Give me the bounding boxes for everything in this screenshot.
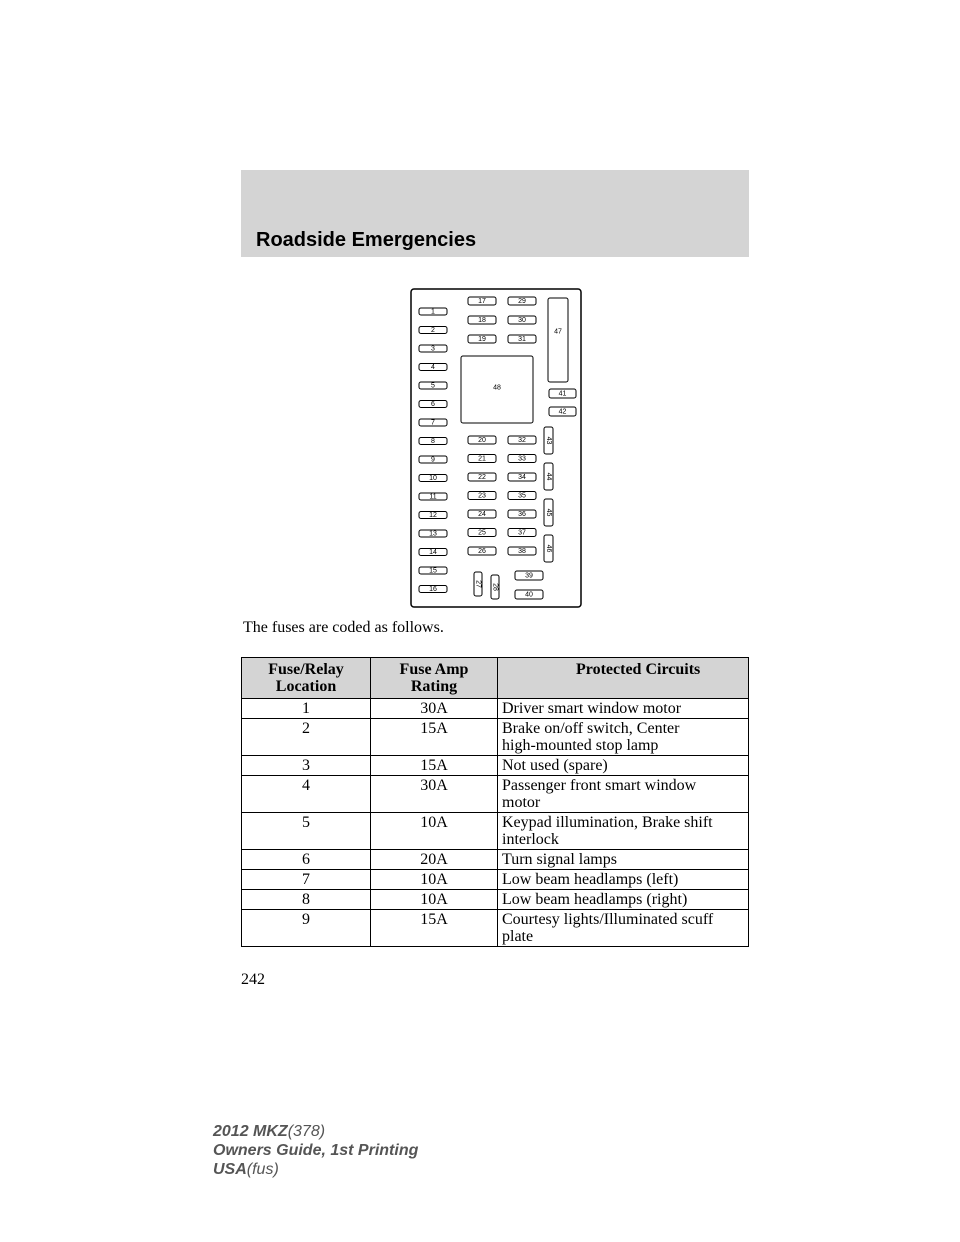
fuse-24-label: 24 <box>478 511 486 518</box>
fuse-43-label: 43 <box>545 436 552 445</box>
intro-text: The fuses are coded as follows. <box>243 619 444 636</box>
footer-model: 2012 MKZ <box>213 1123 288 1140</box>
cell-circuit <box>498 870 749 890</box>
cell-amp: 10A <box>371 813 498 850</box>
fuse-29-label: 29 <box>518 298 526 305</box>
cell-circuit-line1: Low beam headlamps (right) <box>502 891 688 908</box>
fuse-37-label: 37 <box>518 529 526 537</box>
footer-guide-line <box>213 1141 418 1160</box>
fuse-33-label: 33 <box>518 455 526 463</box>
cell-circuit <box>498 890 749 910</box>
cell-circuit-line2: plate <box>502 928 534 945</box>
footer <box>213 1122 418 1179</box>
cell-circuit <box>498 699 749 719</box>
fuse-27-label: 27 <box>474 580 482 588</box>
footer-region-line <box>213 1160 418 1179</box>
footer-model-code: (378) <box>287 1123 326 1140</box>
cell-circuit <box>498 813 749 850</box>
cell-circuit <box>498 910 749 947</box>
cell-circuit-line1: Low beam headlamps (left) <box>502 871 679 888</box>
page-number: 242 <box>241 971 265 988</box>
cell-location: 8 <box>242 890 371 910</box>
cell-circuit-line1: Driver smart window motor <box>502 700 682 717</box>
table-row <box>242 719 749 756</box>
fuse-17-label: 17 <box>478 298 486 305</box>
table-row <box>242 699 749 719</box>
fuse-14-label: 14 <box>429 549 437 556</box>
cell-circuit-line1: Turn signal lamps <box>502 851 617 868</box>
fuse-41-label: 41 <box>558 390 567 398</box>
fuse-26-label: 26 <box>478 548 486 555</box>
fuse-13-label: 13 <box>429 530 437 538</box>
table-row <box>242 870 749 890</box>
fuse-25-label: 25 <box>478 529 486 537</box>
cell-circuit-line2: interlock <box>502 831 559 848</box>
fuse-34-label: 34 <box>518 474 526 481</box>
fuse-6-label: 6 <box>431 401 435 408</box>
header-location-line2: Location <box>275 678 337 695</box>
cell-amp: 10A <box>371 890 498 910</box>
fuse-46-label: 46 <box>545 544 552 553</box>
footer-guide: Owners Guide, 1st Printing <box>213 1142 419 1159</box>
cell-location: 3 <box>242 756 371 776</box>
fuse-15-label: 15 <box>429 567 437 575</box>
header-amp-line2: Rating <box>410 678 458 695</box>
fuse-31-label: 31 <box>518 336 526 343</box>
fuse-22-label: 22 <box>478 474 486 481</box>
cell-circuit <box>498 719 749 756</box>
fuse-1-label: 1 <box>431 308 435 316</box>
cell-location: 7 <box>242 870 371 890</box>
cell-amp: 15A <box>371 756 498 776</box>
fuse-39-label: 39 <box>525 572 533 580</box>
cell-location: 5 <box>242 813 371 850</box>
fuse-45-label: 45 <box>545 508 552 517</box>
cell-location: 9 <box>242 910 371 947</box>
fuse-30-label: 30 <box>518 317 526 324</box>
cell-amp: 15A <box>371 719 498 756</box>
relay-48-label: 48 <box>493 384 501 392</box>
fuse-21-label: 21 <box>478 455 486 463</box>
fuse-38-label: 38 <box>518 548 526 555</box>
footer-region-code: (fus) <box>246 1161 279 1178</box>
fuse-36-label: 36 <box>518 511 526 518</box>
header-location-line1: Fuse/Relay <box>268 661 344 678</box>
fuse-2-label: 2 <box>431 327 435 334</box>
fuse-5-label: 5 <box>431 382 435 390</box>
cell-location: 4 <box>242 776 371 813</box>
cell-amp: 30A <box>371 699 498 719</box>
table-header-row <box>242 658 749 699</box>
relay-47-box <box>548 298 568 382</box>
table-row <box>242 756 749 776</box>
fuse-10-label: 10 <box>429 475 437 482</box>
cell-amp: 20A <box>371 850 498 870</box>
cell-amp: 15A <box>371 910 498 947</box>
fuse-panel-svg <box>410 288 582 608</box>
relay-47-label: 47 <box>554 328 562 336</box>
fuse-32-label: 32 <box>518 437 526 444</box>
fuse-11-label: 11 <box>429 493 437 501</box>
cell-location: 6 <box>242 850 371 870</box>
fuse-23-label: 23 <box>478 492 486 500</box>
fuse-table <box>241 657 749 947</box>
cell-circuit <box>498 756 749 776</box>
table-row <box>242 776 749 813</box>
fuse-panel-diagram <box>410 288 582 608</box>
cell-circuit <box>498 850 749 870</box>
fuse-20-label: 20 <box>478 437 486 444</box>
header-amp <box>371 658 498 699</box>
footer-model-line <box>213 1122 418 1141</box>
header-circuits: Protected Circuits <box>498 658 749 699</box>
table-row <box>242 890 749 910</box>
fuse-3-label: 3 <box>431 345 435 353</box>
fuse-44-label: 44 <box>545 472 552 481</box>
fuse-16-label: 16 <box>429 586 437 593</box>
cell-circuit <box>498 776 749 813</box>
cell-circuit-line2: high-mounted stop lamp <box>502 737 659 754</box>
fuse-42-label: 42 <box>558 408 567 416</box>
cell-location: 1 <box>242 699 371 719</box>
fuse-table-body <box>242 699 749 947</box>
table-row <box>242 850 749 870</box>
footer-region: USA <box>213 1161 247 1178</box>
fuse-7-label: 7 <box>431 419 435 427</box>
cell-circuit-line1: Passenger front smart window <box>502 777 697 794</box>
fuse-19-label: 19 <box>478 336 486 343</box>
fuse-35-label: 35 <box>518 492 526 500</box>
header-location <box>242 658 371 699</box>
cell-circuit-line1: Courtesy lights/Illuminated scuff <box>502 911 714 928</box>
section-title: Roadside Emergencies <box>256 229 477 251</box>
table-row <box>242 813 749 850</box>
fuse-18-label: 18 <box>478 317 486 324</box>
cell-circuit-line1: Keypad illumination, Brake shift <box>502 814 713 831</box>
table-row <box>242 910 749 947</box>
header-amp-line1: Fuse Amp <box>399 661 469 678</box>
cell-circuit-line1: Not used (spare) <box>502 757 608 774</box>
cell-amp: 30A <box>371 776 498 813</box>
cell-amp: 10A <box>371 870 498 890</box>
fuse-9-label: 9 <box>431 456 435 464</box>
cell-circuit-line1: Brake on/off switch, Center <box>502 720 680 737</box>
fuse-8-label: 8 <box>431 438 435 445</box>
fuse-4-label: 4 <box>431 364 435 371</box>
cell-circuit-line2: motor <box>502 794 541 811</box>
fuse-12-label: 12 <box>429 512 437 519</box>
fuse-40-label: 40 <box>525 591 533 599</box>
fuse-28-label: 28 <box>491 583 499 591</box>
cell-location: 2 <box>242 719 371 756</box>
